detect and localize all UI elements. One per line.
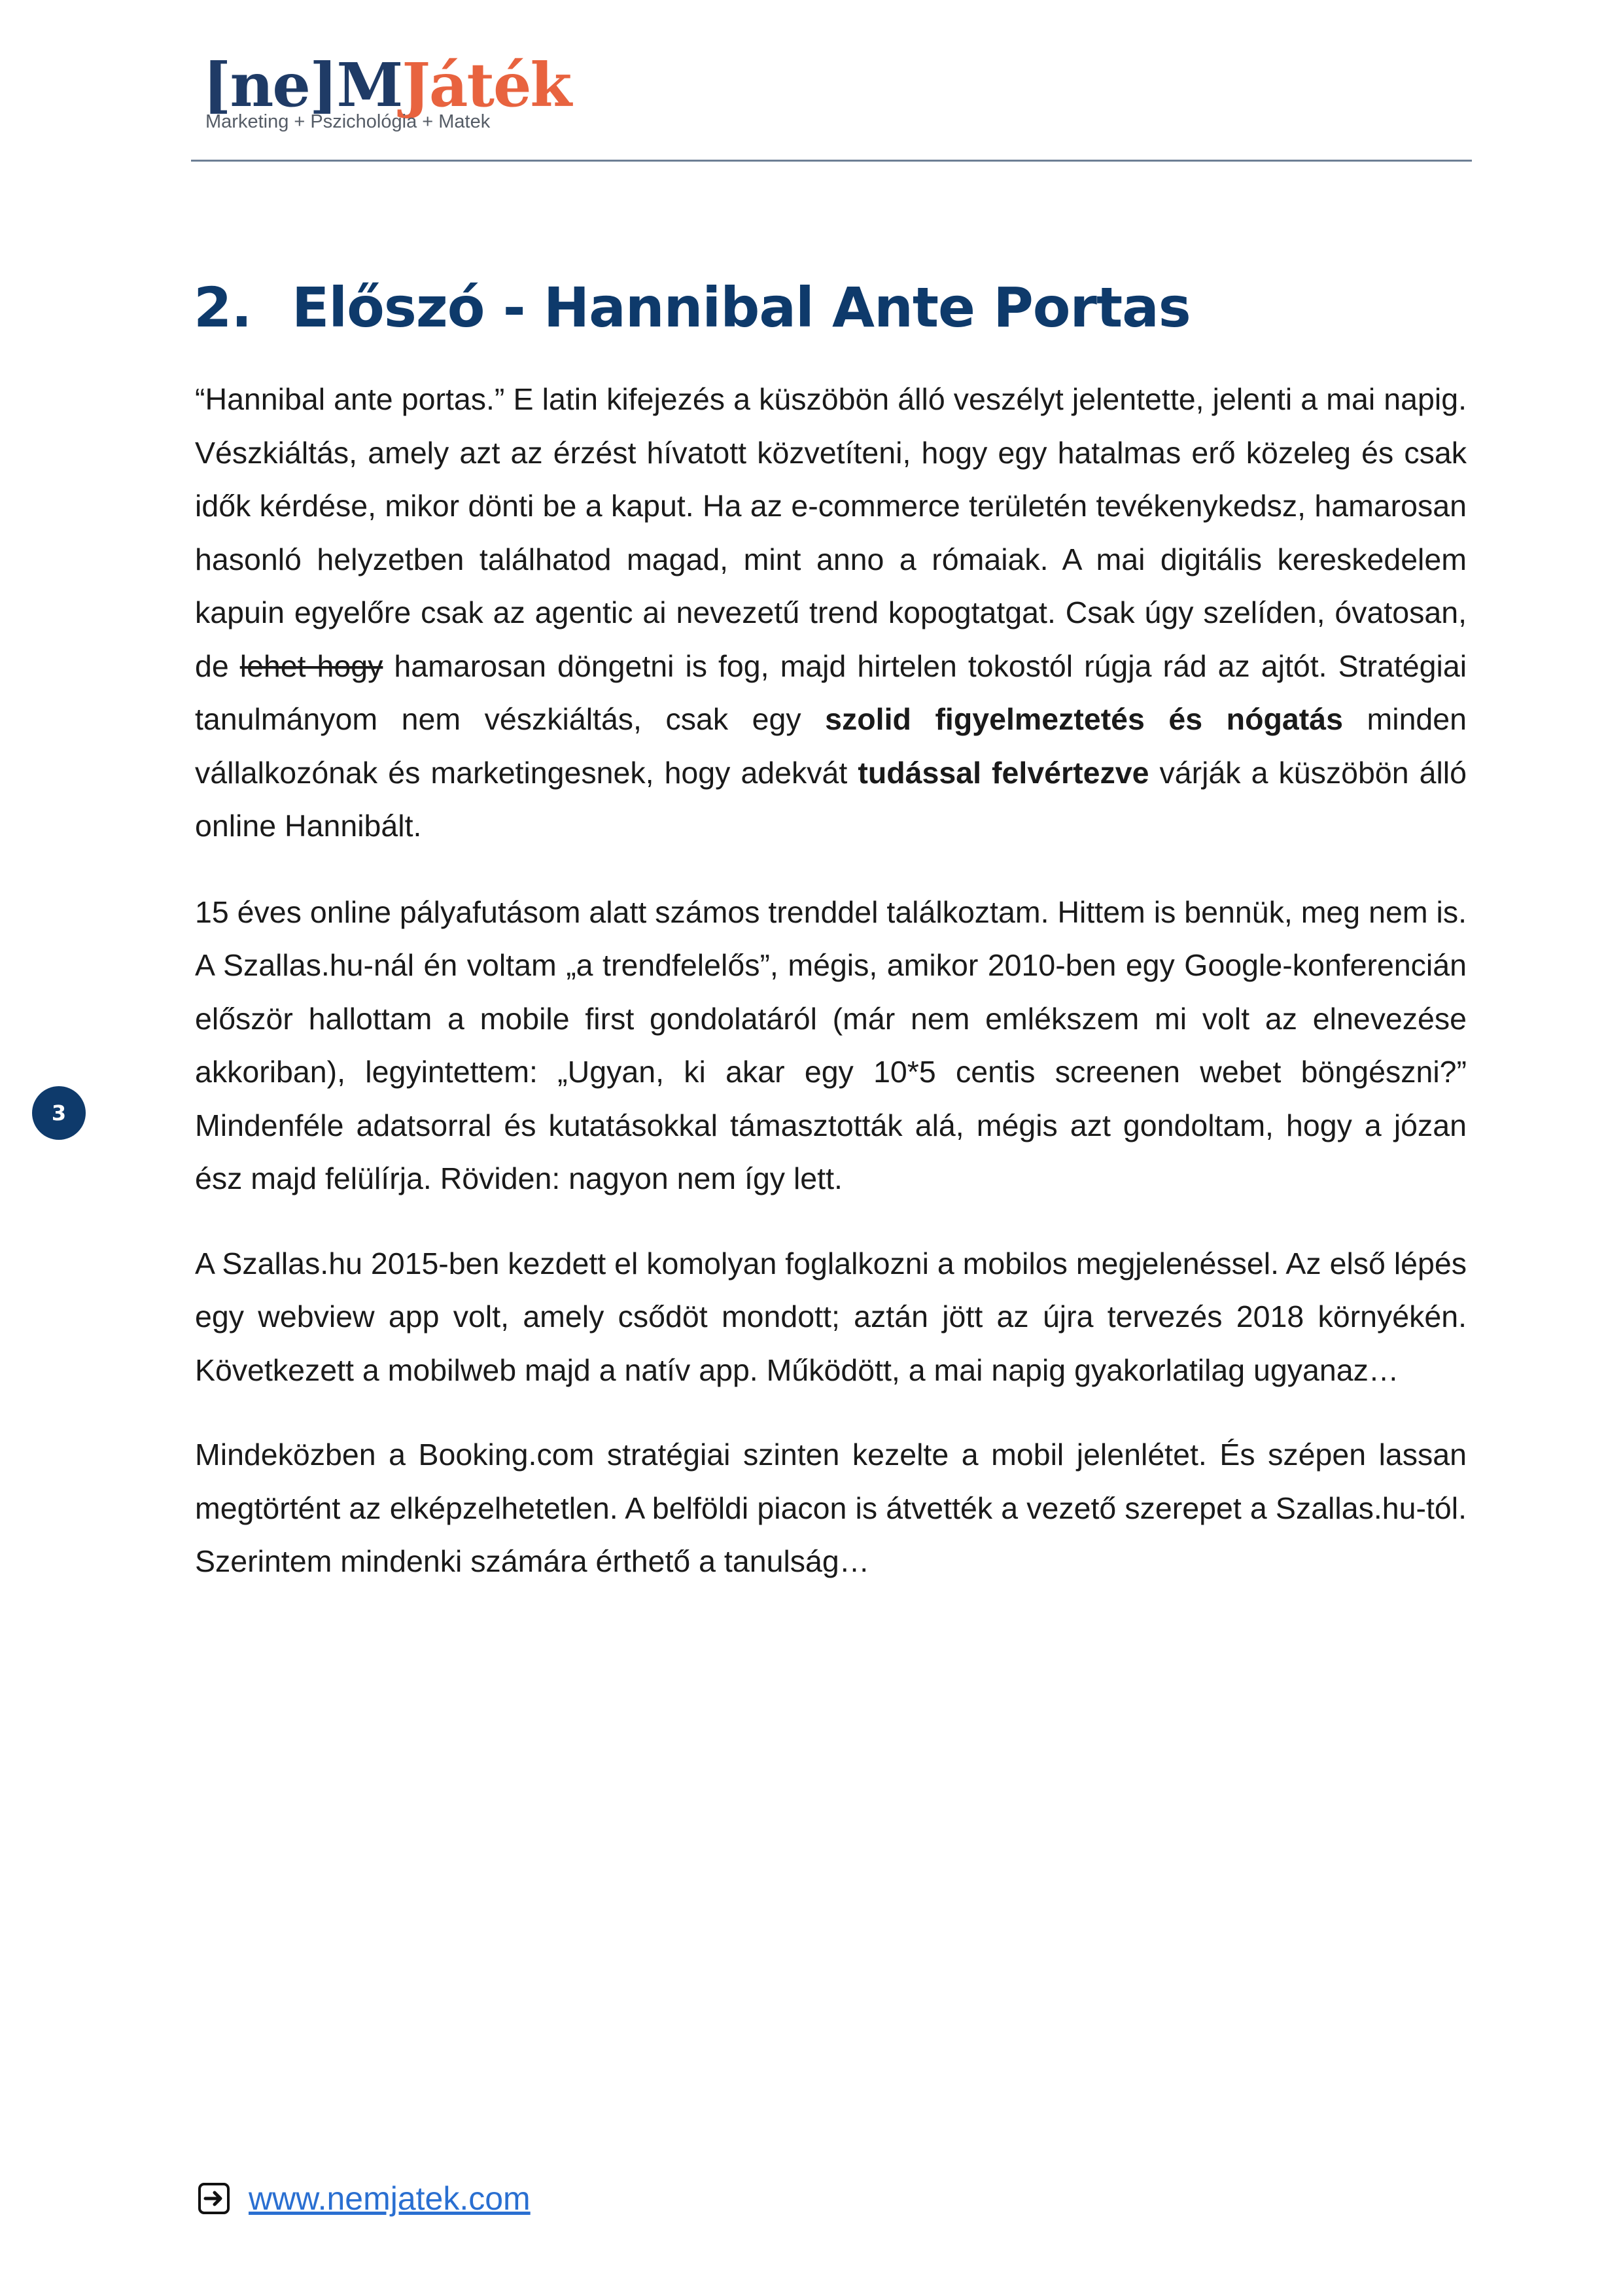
paragraph-3: A Szallas.hu 2015-ben kezdett el komolyan foglalkozni a mobilos megjelenéssel. Az első lépés egy webview app volt, amely csődöt mondott; aztán jött az újra tervezés 2018 környékén. Következett a mobilweb majd a natív app. Működött, a mai napig gyakorlatilag ugyanaz… [195,1246,1467,1387]
paragraph-1 [195,373,1467,853]
paragraph-1-text-d: várják a küszöbön álló online Hannibált. [195,755,1467,843]
page-number-badge: 3 [32,1086,86,1140]
logo-tagline: Marketing + Pszichológia + Matek [205,111,491,132]
brand-logo [203,46,571,137]
strikethrough-text: lehet hogy [239,648,383,683]
paragraph-4: Mindeközben a Booking.com stratégiai szinten kezelte a mobil jelenlétet. És szépen lassan megtörtént az elképzelhetetlen. A belföldi piacon is átvették a vezető szerepet a Szallas.hu-tól. Szerintem mindenki számára érthető a tanulság… [195,1438,1467,1578]
paragraph-1-text-c: minden vállalkozónak és marketingesnek, hogy adekvát [195,702,1467,790]
arrow-right-box-icon [198,2182,230,2215]
footer [198,2172,531,2225]
header-divider [191,160,1472,162]
bold-text-2: tudással felvértezve [858,755,1149,790]
section-number: 2. [194,275,252,340]
paragraph-2: 15 éves online pályafutásom alatt számos trenddel találkoztam. Hittem is bennük, meg nem is. A Szallas.hu-nál én voltam „a trendfelelős”, mégis, amikor 2010-ben egy Google-konferencián először hallottam a mobile first gondolatáról (már nem emlékszem mi volt az elnevezése akkoriban), legyintettem: „Ugyan, ki akar egy 10*5 centis screenen webet böngészni?” Mindenféle adatsorral és kutatásokkal támasztották alá, mégis azt gondoltam, hogy a józan ész majd felülírja. Röviden: nagyon nem így lett. [195,894,1467,1195]
logo-ne: ne [230,50,309,120]
logo-m: M [336,50,402,120]
bold-text-1: szolid figyelmeztetés és nógatás [825,702,1343,736]
paragraph-1-text-a: “Hannibal ante portas.” E latin kifejezés a küszöbön álló veszélyt jelentette, jelenti a mai napig. Vészkiáltás, amely azt az érzést hívatott közvetíteni, hogy egy hatalmas erő közeleg és csak idők kérdése, mikor dönti be a kaput. Ha az e-commerce területén tevékenykedsz, hamarosan hasonló helyzetben találhatod magad, mint anno a rómaiak. A mai digitális kereskedelem kapuin egyelőre csak az agentic ai nevezetű trend kopogtatgat. Csak úgy szelíden, óvatosan, de [195,382,1467,683]
logo-bracket-close: ] [309,50,337,120]
website-link[interactable]: www.nemjatek.com [249,2180,531,2217]
logo-jatek: Játék [402,50,571,120]
body-text [195,373,1467,1621]
section-heading [194,265,1476,350]
logo-bracket-open: [ [203,50,230,120]
section-title: Előszó - Hannibal Ante Portas [292,275,1191,340]
paragraph-1-text-b: hamarosan döngetni is fog, majd hirtelen tokostól rúgja rád az ajtót. Stratégiai tanulmányom nem vészkiáltás, csak egy [195,648,1467,736]
